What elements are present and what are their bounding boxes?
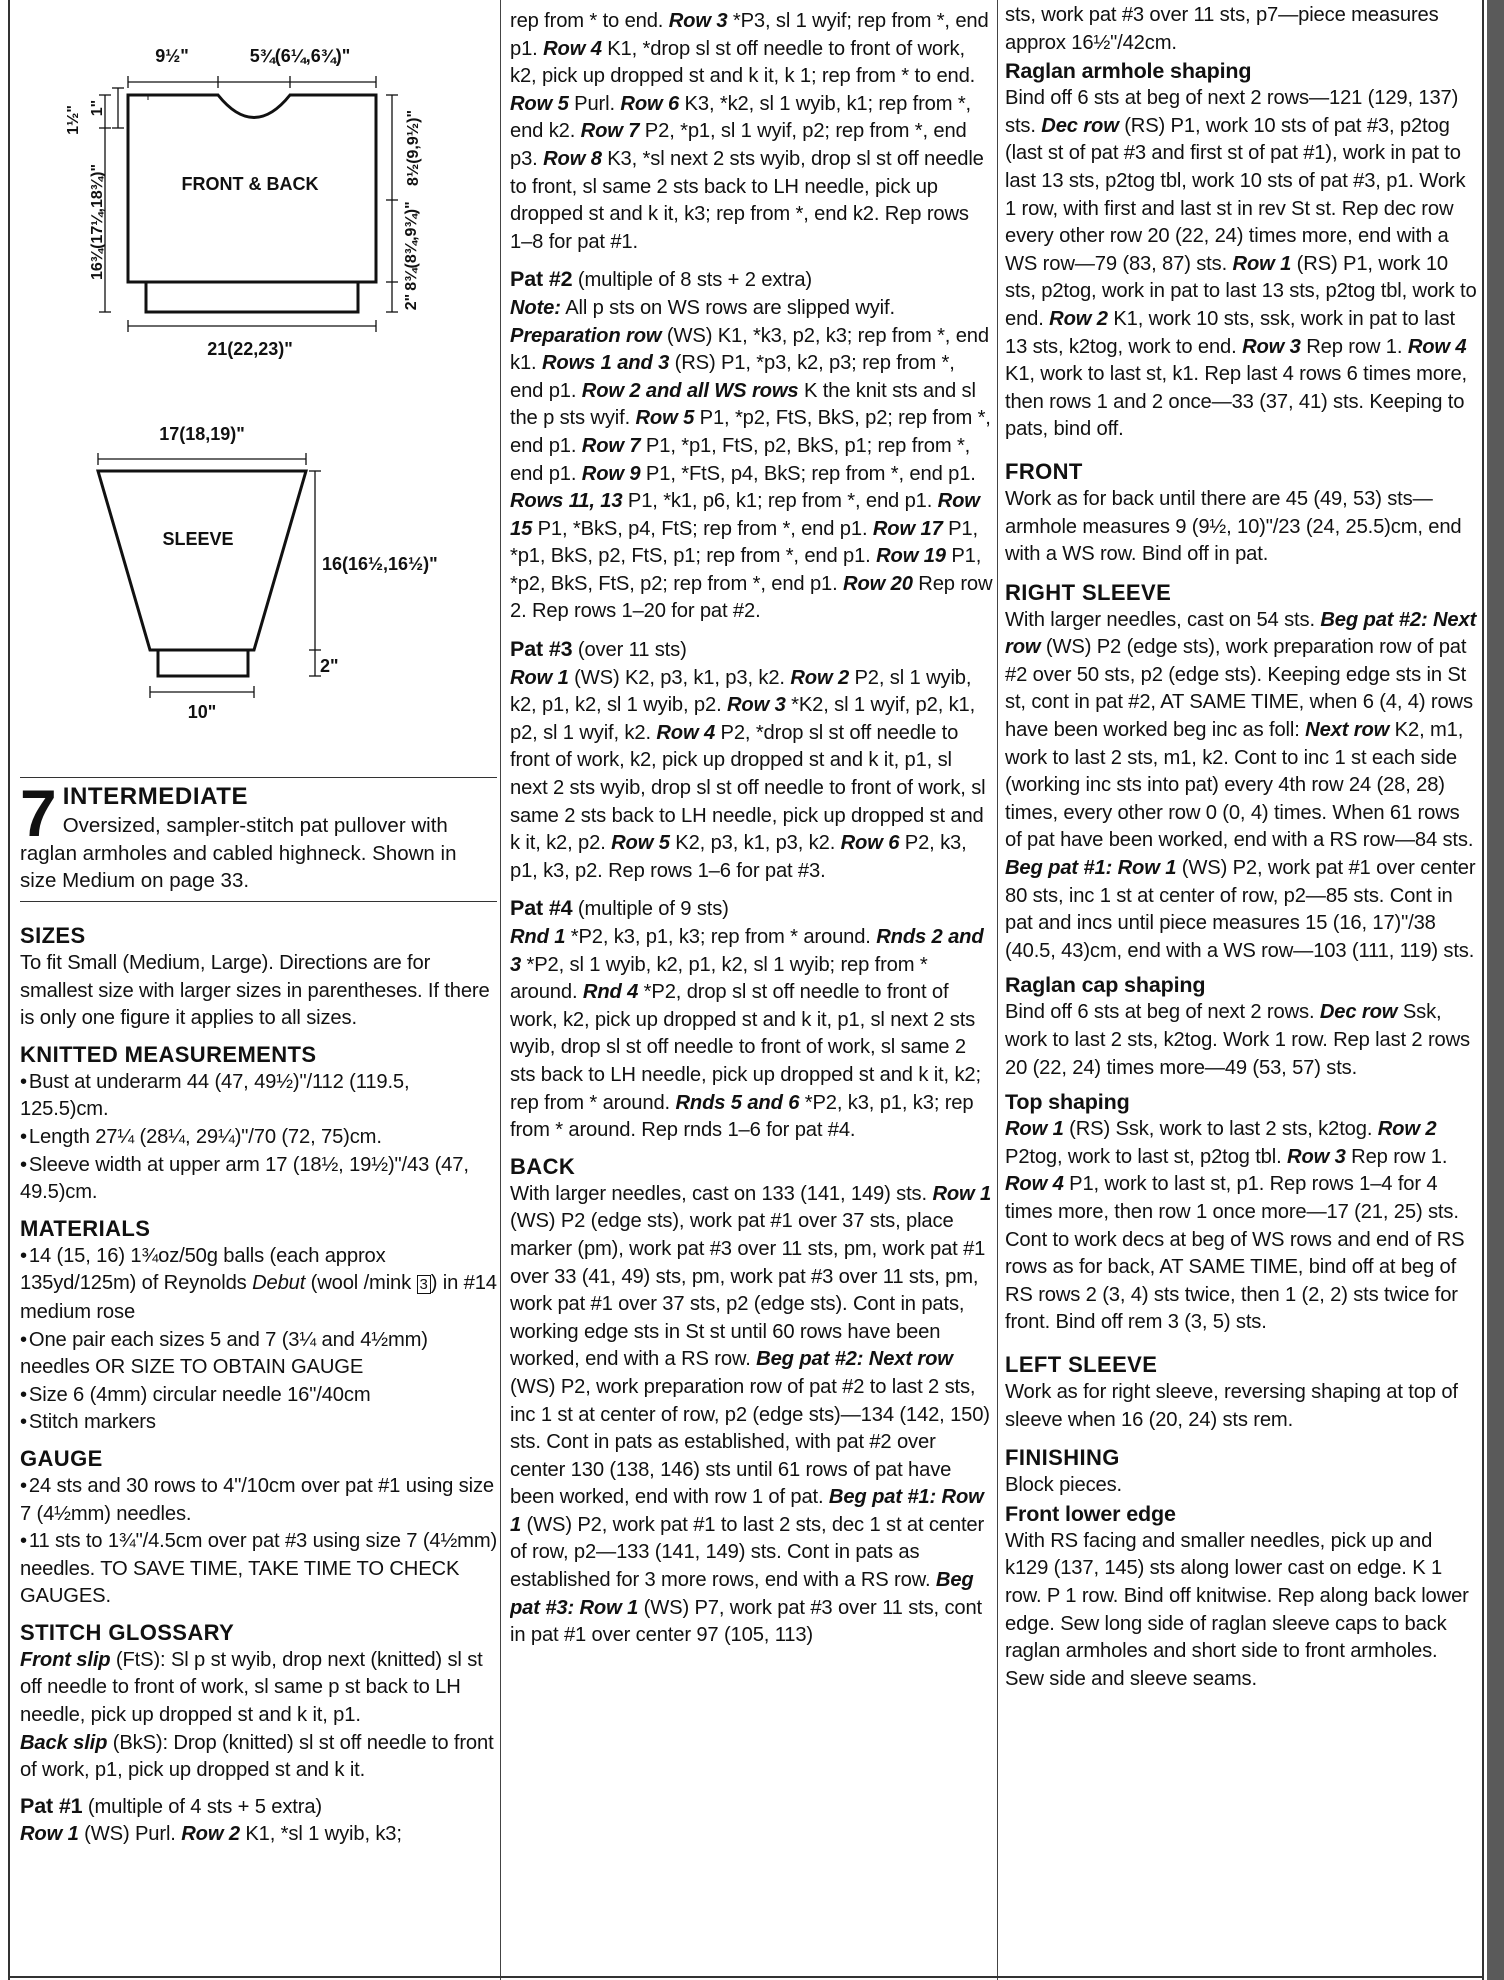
column-1-body [20, 914, 497, 1849]
front-back-left-upper: 1" [89, 99, 106, 117]
materials-circular-needle: • Size 6 (4mm) circular needle 16"/40cm [20, 1382, 497, 1410]
column-2 [510, 0, 993, 1980]
front-back-right-bottom: 2" [403, 293, 420, 311]
pattern-intro [20, 777, 497, 902]
front-back-left-small: 1½" [65, 105, 82, 135]
left-sleeve-heading: LEFT SLEEVE [1005, 1351, 1158, 1377]
finishing-text: Block pieces. [1005, 1474, 1122, 1497]
measurement-length: • Length 27¼ (28¼, 29¼)"/70 (72, 75)cm. [20, 1124, 497, 1152]
pat1-rows-start: Row 1 (WS) Purl. Row 2 K1, *sl 1 wyib, k3; [20, 1823, 402, 1846]
skill-level: INTERMEDIATE [62, 783, 249, 810]
materials-needles: • One pair each sizes 5 and 7 (3¼ and 4½mm) needles OR SIZE TO OBTAIN GAUGE [20, 1327, 497, 1382]
top-shaping-instructions: Row 1 (RS) Ssk, work to last 2 sts, k2tog. Row 2 P2tog, work to last st, p2tog tbl. Row 3 Rep row 1. Row 4 P1, work to last st, p1. Rep rows 1–4 for 4 times more, then row 1 once more—17 (21, 25) sts. Cont to work decs at beg of WS rows and end of RS rows as for back, AT SAME TIME, bind off at beg of RS rows 2 (3, 4) sts twice, then 1 (2, 2) sts twice for front. Bind off rem 3 (3, 5) sts. [1005, 1118, 1465, 1334]
pat1-heading: Pat #1 (multiple of 4 sts + 5 extra) [20, 1793, 322, 1818]
pattern-description: Oversized, sampler-stitch pat pullover with raglan armholes and cabled highneck. Shown in size Medium on page 33. [20, 814, 457, 892]
glossary-front-slip: Front slip (FtS): Sl p st wyib, drop next (knitted) sl st off needle to front of work, sl same p st back to LH needle, pick up dropped st and k it, p1. [20, 1648, 483, 1727]
front-lower-edge-heading: Front lower edge [1005, 1501, 1176, 1526]
gauge-heading: GAUGE [20, 1445, 103, 1471]
materials-heading: MATERIALS [20, 1215, 151, 1241]
raglan-armhole-heading: Raglan armhole shaping [1005, 59, 1252, 84]
front-back-right-lower: 8¾(8¾,9¾)" [403, 201, 420, 291]
sleeve-top-width: 17(18,19)" [159, 424, 245, 444]
front-back-top-left-width: 9½" [155, 46, 189, 66]
sleeve-bottom-width: 10" [187, 702, 217, 722]
sleeve-label: SLEEVE [162, 529, 234, 549]
sleeve-right-bottom: 2" [320, 656, 339, 676]
front-back-left-length: 16¾(17¼,18¾)" [89, 163, 106, 281]
front-back-label: FRONT & BACK [181, 174, 319, 194]
column-1 [8, 0, 497, 1980]
raglan-cap-heading: Raglan cap shaping [1005, 973, 1206, 998]
back-instructions: With larger needles, cast on 133 (141, 149) sts. Row 1 (WS) P2 (edge sts), work pat #1 over 37 sts, place marker (pm), work pat #3 over 11 sts, pm, work pat #1 over 33 (41, 49) sts, pm, work pat #3 over 11 sts, pm, work pat #1 over 37 sts, p2 (edge sts). Cont in pats, working edge sts in St st until 60 rows have been worked, end with a RS row. Beg pat #2: Next row (WS) P2, work preparation row of pat #2 to last 2 sts, inc 1 st at center of row, p2 (edge sts)—134 (142, 150) sts. Cont in pats as established, with pat #2 over center 130 (138, 146) sts until 61 rows of pat have been worked, end with row 1 of pat. Beg pat #1: Row 1 (WS) P2, work pat #1 to last 2 sts, dec 1 st at center of row, p2—133 (141, 149) sts. Cont in pats as established for 3 more rows, end with a RS row. Beg pat #3: Row 1 (WS) P7, work pat #3 over 11 sts, cont in pat #1 over center 97 (105, 113) [510, 1182, 992, 1647]
materials-markers: • Stitch markers [20, 1409, 497, 1437]
top-shaping-heading: Top shaping [1005, 1090, 1130, 1115]
materials-yarn: • 14 (15, 16) 1¾oz/50g balls (each approx 135yd/125m) of Reynolds Debut (wool /mink 3 ) in #14 medium rose [20, 1243, 497, 1327]
pat2-rows: Note: All p sts on WS rows are slipped wyif. Preparation row (WS) K1, *k3, p2, k3; rep from *, end k1. Rows 1 and 3 (RS) P1, *p3, k2, p3; rep from *, end p1. Row 2 and all WS rows K the knit sts and sl the p sts wyif. Row 5 P1, *p2, FtS, BkS, p2; rep from *, end p1. Row 7 P1, *p1, FtS, p2, BkS, p1; rep from *, end p1. Row 9 P1, *FtS, p4, BkS; rep from *, end p1. Rows 11, 13 P1, *k1, p6, k1; rep from *, end p1. Row 15 P1, *BkS, p4, FtS; rep from *, end p1. Row 17 P1, *p1, BkS, p2, FtS, p1; rep from *, end p1. Row 19 P1, *p2, BkS, FtS, p2; rep from *, end p1. Row 20 Rep row 2. Rep rows 1–20 for pat #2. [510, 296, 993, 623]
column-divider-2 [997, 0, 998, 1980]
column-3 [1005, 0, 1477, 1980]
pattern-number: 7 [20, 776, 57, 850]
back-heading: BACK [510, 1153, 576, 1179]
finishing-heading: FINISHING [1005, 1445, 1120, 1471]
raglan-armhole-instructions: Bind off 6 sts at beg of next 2 rows—121 (129, 137) sts. Dec row (RS) P1, work 10 sts of pat #3, p2tog (last st of pat #3 and first st of pat #1), work in pat to last 13 sts, p2tog tbl, work 10 sts of pat #3, p1. Work 1 row, with first and last st in rev St st. Rep dec row every other row 20 (22, 24) times more, end with a WS row—79 (83, 87) sts. Row 1 (RS) P1, work 10 sts, p2tog, work in pat to last 13 sts, p2tog tbl, work to end. Row 2 K1, work 10 sts, ssk, work in pat to last 13 sts, k2tog, work to end. Row 3 Rep row 1. Row 4 K1, work to last st, k1. Rep last 4 rows 6 times more, then rows 1 and 2 once—33 (37, 41) sts. Keeping to pats, bind off. [1005, 87, 1477, 441]
sizes-text: To fit Small (Medium, Large). Directions are for smallest size with larger sizes in parentheses. If there is only one figure it applies to all sizes. [20, 952, 490, 1030]
page-edge-strip [1487, 0, 1504, 1980]
front-lower-edge-instructions: With RS facing and smaller needles, pick up and k129 (137, 145) sts along lower cast on edge. K 1 row. P 1 row. Bind off knitwise. Rep along back lower edge. Sew long side of raglan sleeve caps to back raglan armholes and short side to front armholes. Sew side and sleeve seams. [1005, 1529, 1469, 1690]
sleeve-right-length: 16(16½,16½)" [322, 554, 438, 574]
front-instructions: Work as for back until there are 45 (49, 53) sts—armhole measures 9 (9½, 10)"/23 (24, 25.5)cm, end with a WS row. Bind off in pat. [1005, 487, 1462, 566]
raglan-cap-instructions: Bind off 6 sts at beg of next 2 rows. Dec row Ssk, work to last 2 sts, k2tog. Work 1 row. Rep last 2 rows 20 (22, 24) times more—49 (53, 57) sts. [1005, 1001, 1470, 1079]
front-back-bottom-width: 21(22,23)" [207, 339, 293, 359]
pat3-heading: Pat #3 (over 11 sts) [510, 637, 687, 662]
schematic-diagrams [10, 0, 497, 760]
sizes-heading: SIZES [20, 923, 86, 948]
back-continued: sts, work pat #3 over 11 sts, p7—piece measures approx 16½"/42cm. [1005, 4, 1439, 54]
right-sleeve-instructions: With larger needles, cast on 54 sts. Beg pat #2: Next row (WS) P2 (edge sts), work preparation row of pat #2 over 50 sts, p2 (edge sts). Keeping edge sts in St st, cont in pat #2, AT SAME TIME, when 6 (4, 4) rows have been worked beg inc as foll: Next row K2, m1, work to last 2 sts, m1, k2. Cont to inc 1 st each side (working inc sts into pat) every 4th row 24 (28, 28) times, every other row 0 (0, 4) times. When 61 rows of pat have been worked, end with a RS row—84 sts. Beg pat #1: Row 1 (WS) P2, work pat #1 over center 80 sts, inc 1 st at center of row, p2—85 sts. Cont in pat and incs until piece measures 15 (16, 17)"/38 (40.5, 43)cm, end with a WS row—103 (111, 119) sts. [1005, 608, 1477, 962]
right-sleeve-heading: RIGHT SLEEVE [1005, 579, 1172, 605]
front-back-right-upper: 8½(9,9½)" [405, 109, 422, 187]
measurement-sleeve: • Sleeve width at upper arm 17 (18½, 19½)"/43 (47, 49.5)cm. [20, 1152, 497, 1207]
measurement-bust: • Bust at underarm 44 (47, 49½)"/112 (119.5, 125.5)cm. [20, 1069, 497, 1124]
front-heading: FRONT [1005, 458, 1083, 484]
measurements-heading: KNITTED MEASUREMENTS [20, 1041, 317, 1067]
sleeve-schematic [98, 424, 438, 722]
front-back-top-right-width: 5¾(6¼,6¾)" [249, 46, 351, 66]
pat4-rows: Rnd 1 *P2, k3, p1, k3; rep from * around. Rnds 2 and 3 *P2, sl 1 wyib, k2, p1, k2, sl 1 wyib; rep from * around. Rnd 4 *P2, drop sl st off needle to front of work, k2, pick up dropped st and k it, p1, sl next 2 sts wyib, drop sl st off needle to front of work, sl same 2 sts back to LH needle, pick up dropped st and k it, k2; rep from * around. Rnds 5 and 6 *P2, k3, p1, k3; rep from * around. Rep rnds 1–6 for pat #4. [510, 926, 984, 1142]
pat1-rows-continued: rep from * to end. Row 3 *P3, sl 1 wyif; rep from *, end p1. Row 4 K1, *drop sl st off needle to front of work, k2, pick up dropped st and k it, k 1; rep from * to end. Row 5 Purl. Row 6 K3, *k2, sl 1 wyib, k1; rep from *, end k2. Row 7 P2, *p1, sl 1 wyif, p2; rep from *, end p3. Row 8 K3, *sl next 2 sts wyib, drop sl st off needle to front, sl same 2 sts back to LH needle, pick up dropped st and k it, k3; rep from *, end k2. Rep rows 1–8 for pat #1. [510, 10, 989, 253]
pat4-heading: Pat #4 (multiple of 9 sts) [510, 896, 729, 921]
front-back-schematic [65, 46, 422, 359]
gauge-pat3: • 11 sts to 1¾"/4.5cm over pat #3 using size 7 (4½mm) needles. TO SAVE TIME, TAKE TIME TO CHECK GAUGES. [20, 1528, 497, 1611]
pat3-rows: Row 1 (WS) K2, p3, k1, p3, k2. Row 2 P2, sl 1 wyib, k2, p1, k2, sl 1 wyib, p2. Row 3 *K2, sl 1 wyif, p2, k1, p2, sl 1 wyif, k2. Row 4 P2, *drop sl st off needle to front of work, k2, pick up dropped st and k it, p1, sl next 2 sts wyib, drop sl st off needle to front of work, sl same 2 sts back to LH needle, pick up dropped st and k it, k2, p2. Row 5 K2, p3, k1, p3, k2. Row 6 P2, k3, p1, k3, p2. Rep rows 1–6 for pat #3. [510, 666, 986, 882]
glossary-back-slip: Back slip (BkS): Drop (knitted) sl st off needle to front of work, p1, pick up dropped st and k it. [20, 1731, 494, 1782]
gauge-pat1: • 24 sts and 30 rows to 4"/10cm over pat #1 using size 7 (4½mm) needles. [20, 1473, 497, 1528]
yarn-weight-box: 3 [417, 1275, 431, 1294]
column-divider-1 [500, 0, 501, 1980]
glossary-heading: STITCH GLOSSARY [20, 1619, 235, 1645]
left-sleeve-instructions: Work as for right sleeve, reversing shaping at top of sleeve when 16 (20, 24) sts rem. [1005, 1380, 1458, 1431]
pat2-heading: Pat #2 (multiple of 8 sts + 2 extra) [510, 267, 812, 292]
